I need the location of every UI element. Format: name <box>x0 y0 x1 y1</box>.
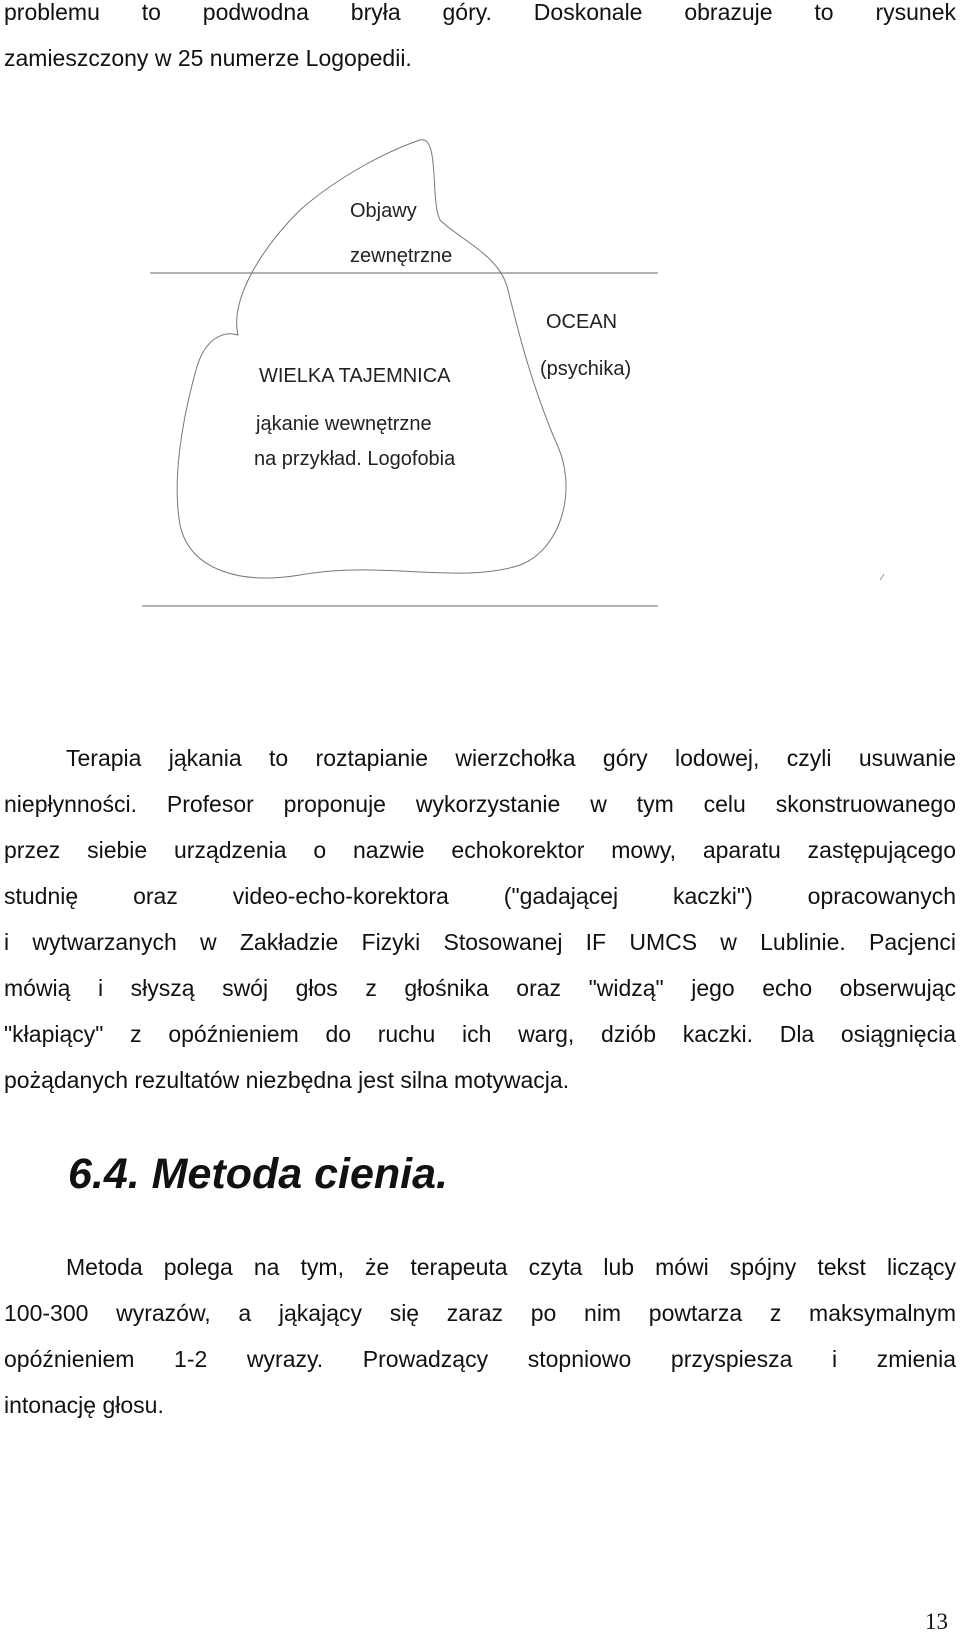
paragraph-line: opóźnieniem 1-2 wyrazy. Prowadzący stopniowo przyspiesza i zmienia <box>4 1346 956 1372</box>
section-heading: 6.4. Metoda cienia. <box>68 1150 448 1198</box>
label-wielka-tajemnica: WIELKA TAJEMNICA <box>259 365 451 387</box>
page-number: 13 <box>925 1609 948 1634</box>
paragraph-line: niepłynności. Profesor proponuje wykorzystanie w tym celu skonstruowanego <box>4 791 956 817</box>
paragraph-line: studnię oraz video-echo-korektora ("gadającej kaczki") opracowanych <box>4 883 956 909</box>
paragraph-line: mówią i słyszą swój głos z głośnika oraz "widzą" jego echo obserwując <box>4 975 956 1001</box>
text-line: problemu to podwodna bryła góry. Doskonale obrazuje to rysunek <box>4 0 956 25</box>
iceberg-diagram <box>0 120 960 620</box>
stray-mark <box>880 574 884 580</box>
label-ocean: OCEAN <box>546 311 618 333</box>
paragraph-line: "kłapiący" z opóźnieniem do ruchu ich warg, dziób kaczki. Dla osiągnięcia <box>4 1021 956 1047</box>
label-objawy: Objawy <box>350 200 417 222</box>
paragraph-line: i wytwarzanych w Zakładzie Fizyki Stosowanej IF UMCS w Lublinie. Pacjenci <box>4 929 956 955</box>
label-psychika: (psychika) <box>540 358 632 380</box>
paragraph-line: przez siebie urządzenia o nazwie echokorektor mowy, aparatu zastępującego <box>4 837 956 863</box>
label-przyklad: na przykład. Logofobia <box>254 448 456 470</box>
label-jakanie: jąkanie wewnętrzne <box>256 413 432 435</box>
paragraph-line: intonację głosu. <box>4 1392 164 1418</box>
label-zewnetrzne: zewnętrzne <box>350 245 453 267</box>
paragraph-line: 100-300 wyrazów, a jąkający się zaraz po nim powtarza z maksymalnym <box>4 1300 956 1326</box>
paragraph-line: Terapia jąkania to roztapianie wierzchołka góry lodowej, czyli usuwanie <box>66 745 956 771</box>
paragraph-line: pożądanych rezultatów niezbędna jest silna motywacja. <box>4 1067 570 1093</box>
text-line: zamieszczony w 25 numerze Logopedii. <box>4 45 412 71</box>
paragraph-line: Metoda polega na tym, że terapeuta czyta lub mówi spójny tekst liczący <box>66 1254 956 1280</box>
